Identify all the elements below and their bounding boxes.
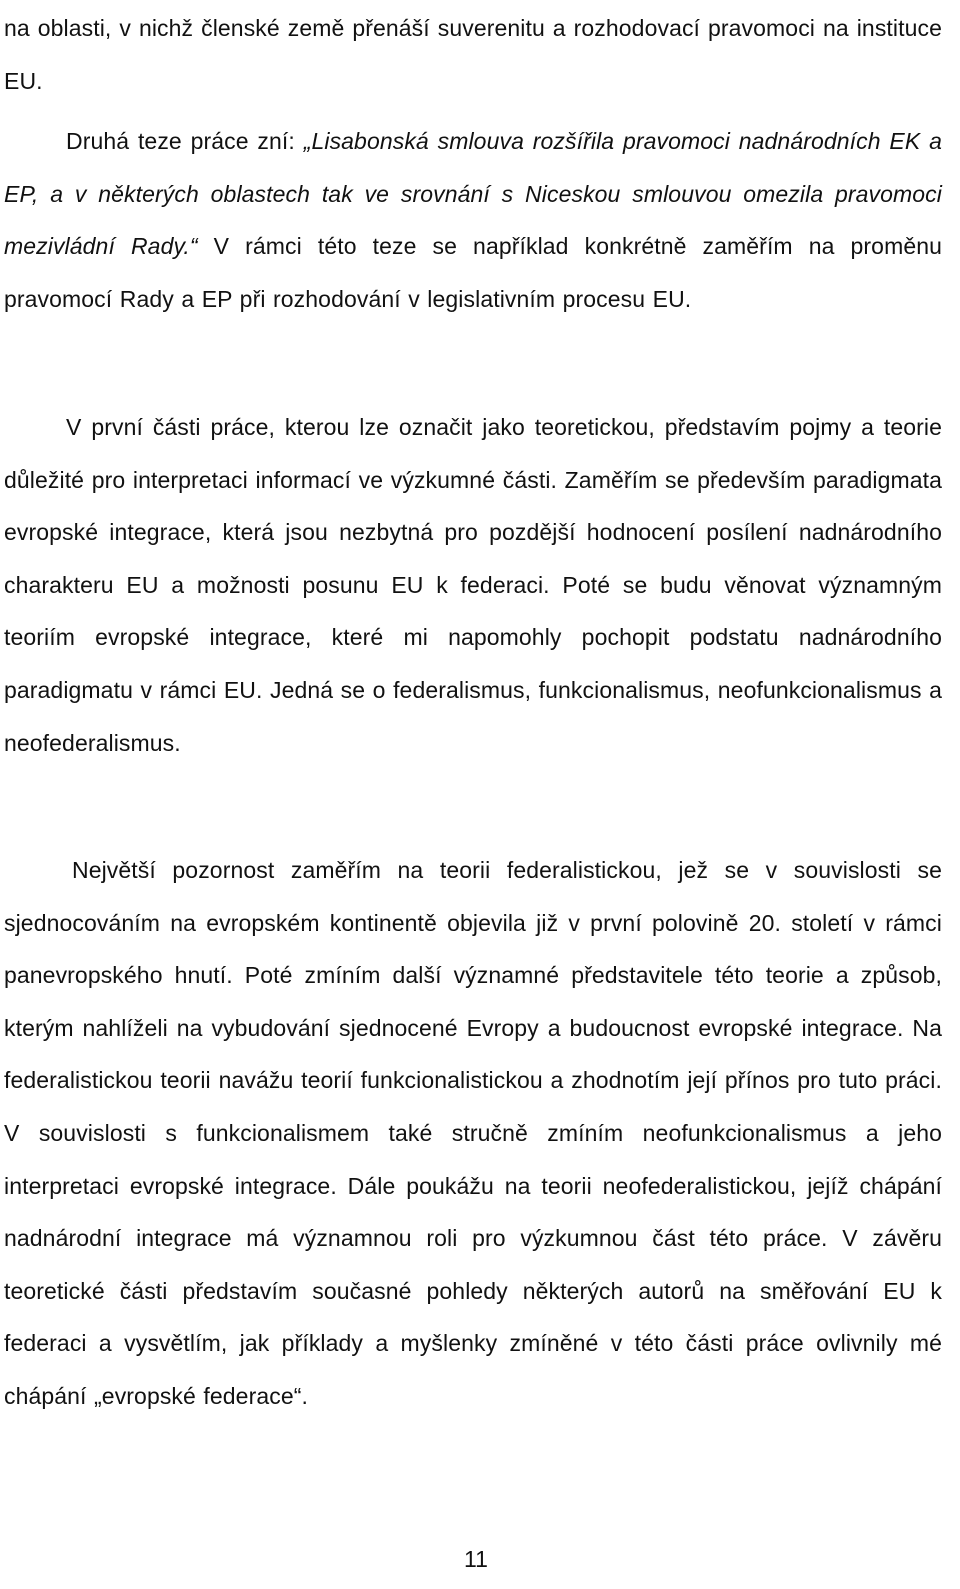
paragraph-2-thesis: „Lisabonská smlouva rozšířila pravomoci nadnárodních EK a EP, a v některých oblastech tak ve srovnání s Niceskou smlouvou omezila pravomoci mezivládní Rady.“	[4, 128, 942, 260]
paragraph-1-text: na oblasti, v nichž členské země přenáší suverenitu a rozhodovací pravomoci na instituce EU.	[4, 15, 942, 94]
paragraph-2-lead: Druhá teze práce zní:	[66, 128, 304, 154]
page-number: 11	[464, 1546, 488, 1572]
paragraph-2-tail: V rámci této teze se například konkrétně zaměřím na proměnu pravomocí Rady a EP při rozhodování v legislativním procesu EU.	[4, 233, 943, 312]
paragraph-2	[4, 115, 942, 325]
paragraph-3	[4, 401, 942, 769]
paragraph-4-text: Největší pozornost zaměřím na teorii federalistickou, jež se v souvislosti se sjednocováním na evropském kontinentě objevila již v první polovině 20. století v rámci panevropského hnutí. Poté zmíním další významné představitele této teorie a způsob, kterým nahlíželi na vybudování sjednocené Evropy a budoucnost evropské integrace. Na federalistickou teorii navážu teorií funkcionalistickou a zhodnotím její přínos pro tuto práci. V souvislosti s funkcionalismem také stručně zmíním neofunkcionalismus a jeho interpretaci evropské integrace. Dále poukážu na teorii neofederalistickou, jejíž chápání nadnárodní integrace má významnou roli pro výzkumnou část této práce. V závěru teoretické části představím současné pohledy některých autorů na směřování EU k federaci a vysvětlím, jak příklady a myšlenky zmíněné v této části práce ovlivnily mé chápání „evropské federace“.	[4, 857, 942, 1409]
document-page	[4, 0, 942, 1589]
paragraph-1	[4, 2, 942, 107]
paragraph-4	[4, 844, 942, 1423]
paragraph-3-text: V první části práce, kterou lze označit jako teoretickou, představím pojmy a teorie důležité pro interpretaci informací ve výzkumné části. Zaměřím se především paradigmata evropské integrace, která jsou nezbytná pro pozdější hodnocení posílení nadnárodního charakteru EU a možnosti posunu EU k federaci. Poté se budu věnovat významným teoriím evropské integrace, které mi napomohly pochopit podstatu nadnárodního paradigmatu v rámci EU. Jedná se o federalismus, funkcionalismus, neofunkcionalismus a neofederalismus.	[4, 414, 942, 756]
